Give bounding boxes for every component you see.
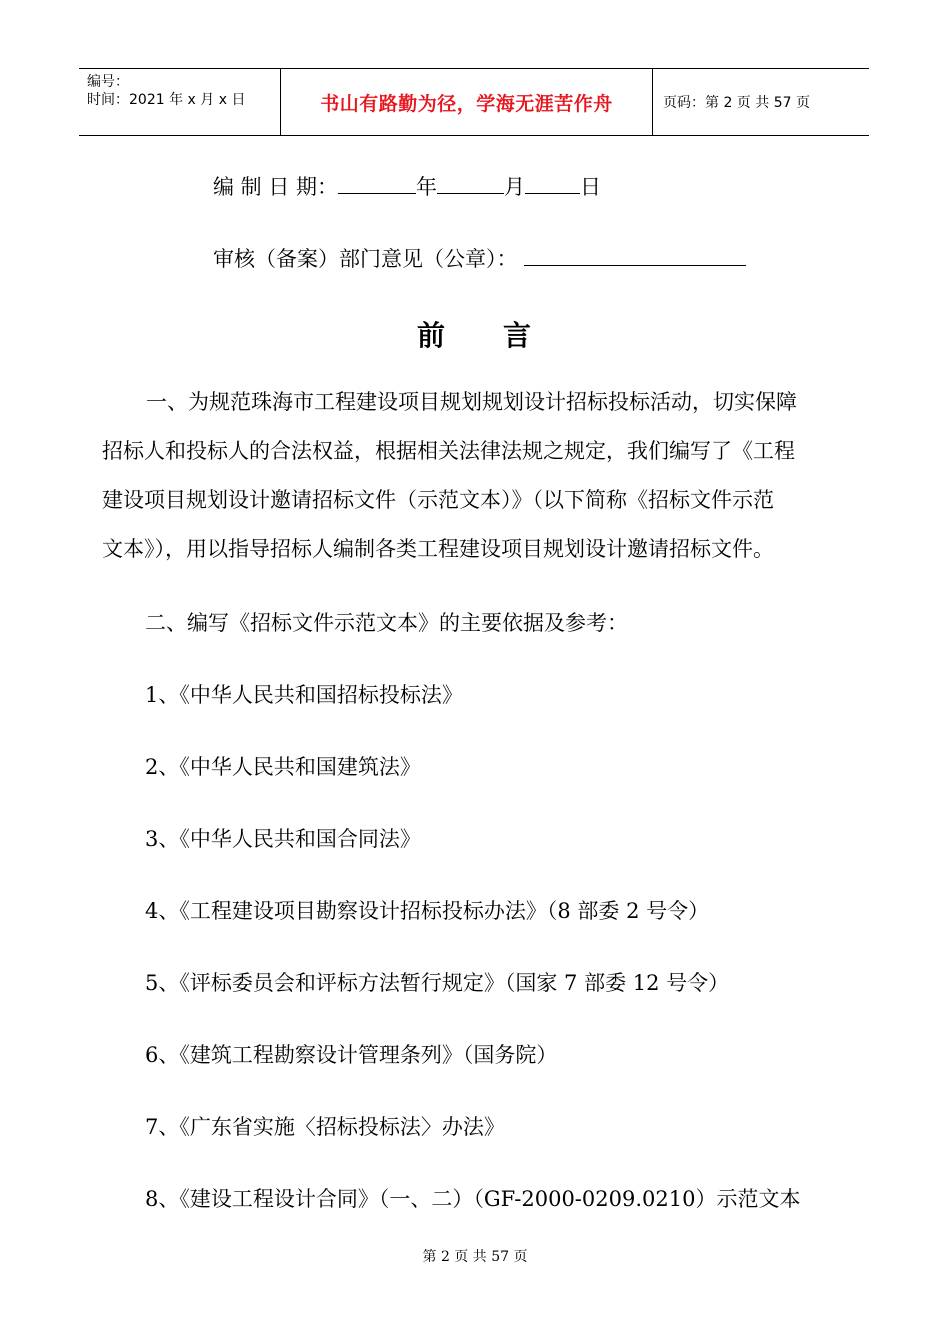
page-header [79, 68, 869, 136]
paragraph-1-line-4: 文本》），用以指导招标人编制各类工程建设项目规划设计邀请招标文件。 [102, 537, 774, 561]
review-blank [524, 243, 746, 266]
paragraph-1-line-3: 建设项目规划设计邀请招标文件（示范文本）》（以下简称《招标文件示范 [102, 488, 774, 512]
month-label: 月 [504, 175, 526, 199]
month-blank [437, 171, 504, 194]
list-item: 7、《广东省实施〈招标投标法〉办法》 [145, 1115, 505, 1139]
day-blank [525, 171, 580, 194]
day-label: 日 [580, 175, 602, 199]
compile-date-label: 编 制 日 期： [213, 175, 339, 199]
list-item: 1、《中华人民共和国招标投标法》 [145, 683, 463, 707]
review-label: 审核（备案）部门意见（公章）： [213, 247, 518, 271]
document-number-label: 编号： [87, 74, 129, 90]
header-page-cell [653, 69, 869, 135]
paragraph-1-line-2: 招标人和投标人的合法权益，根据相关法律法规之规定，我们编写了《工程 [102, 439, 795, 463]
list-item: 4、《工程建设项目勘察设计招标投标办法》（8 部委 2 号令） [145, 899, 710, 923]
header-motto-cell [280, 69, 653, 135]
list-item: 3、《中华人民共和国合同法》 [145, 827, 421, 851]
year-label: 年 [416, 175, 438, 199]
title-char-2: 言 [503, 319, 534, 352]
compile-date-line [213, 171, 601, 201]
page-footer: 第 2 页 共 57 页 [422, 1249, 528, 1265]
title-char-1: 前 [416, 319, 447, 352]
paragraph-1 [102, 378, 842, 574]
paragraph-1-line-1: 一、为规范珠海市工程建设项目规划规划设计招标投标活动，切实保障 [146, 390, 797, 414]
year-blank [338, 171, 416, 194]
header-meta-cell [79, 69, 280, 135]
review-line [213, 243, 746, 273]
paragraph-2: 二、编写《招标文件示范文本》的主要依据及参考： [145, 611, 628, 635]
document-time-label: 时间：2021 年 x 月 x 日 [87, 92, 246, 108]
list-item: 2、《中华人民共和国建筑法》 [145, 755, 421, 779]
list-item: 6、《建筑工程勘察设计管理条列》（国务院） [145, 1043, 558, 1067]
header-page-info: 页码：第 2 页 共 57 页 [663, 95, 810, 111]
list-item: 8、《建设工程设计合同》（一、二）（GF-2000-0209.0210）示范文本 [145, 1187, 801, 1211]
header-motto: 书山有路勤为径，学海无涯苦作舟 [320, 92, 613, 115]
section-title [0, 314, 950, 354]
list-item: 5、《评标委员会和评标方法暂行规定》（国家 7 部委 12 号令） [145, 971, 730, 995]
